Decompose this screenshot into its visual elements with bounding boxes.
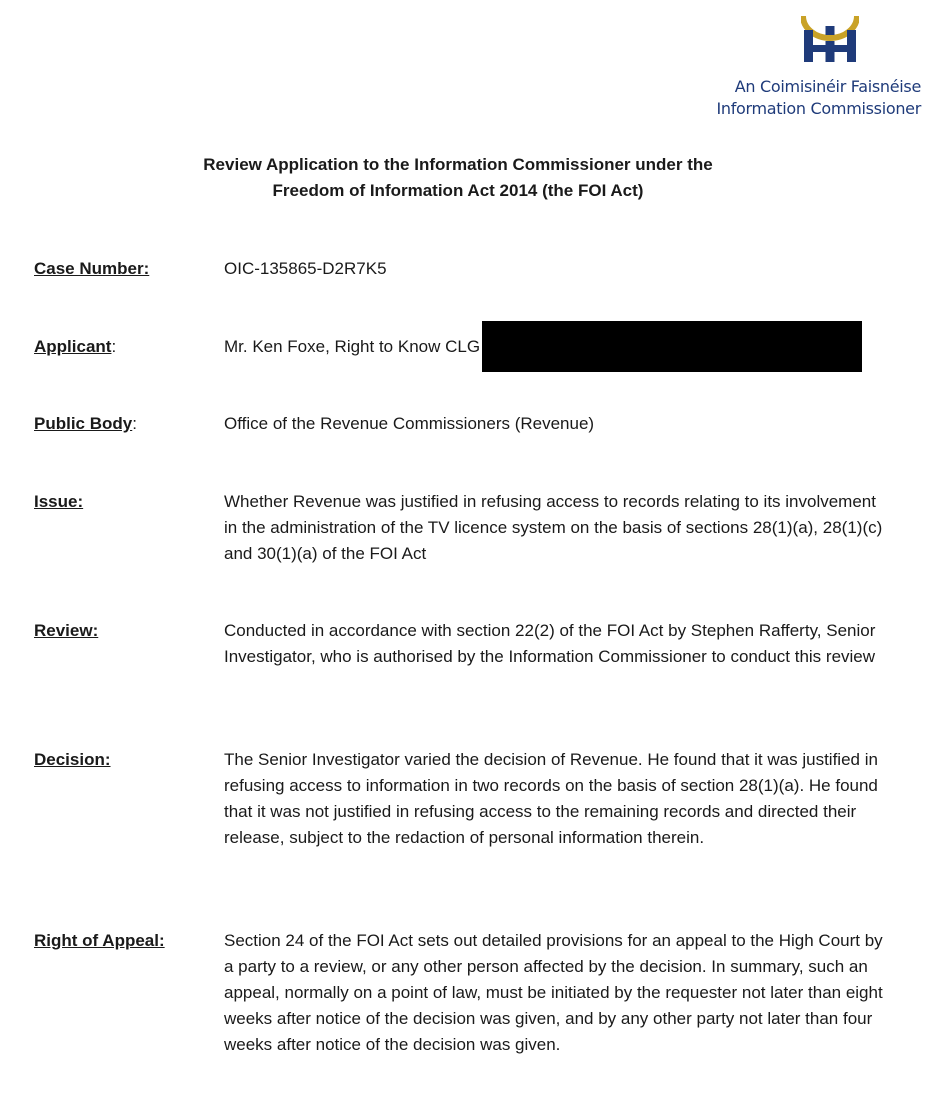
- commissioner-emblem-icon: [801, 12, 859, 64]
- commissioner-name-english: Information Commissioner: [716, 99, 921, 118]
- commissioner-name: [716, 76, 921, 120]
- review-value: Conducted in accordance with section 22(2) of the FOI Act by Stephen Rafferty, Senior Investigator, who is authorised by the Information Commissioner to conduct this review: [224, 621, 876, 666]
- public-body-label: Public Body:: [34, 414, 137, 433]
- review-label: Review:: [34, 621, 99, 640]
- public-body-value: Office of the Revenue Commissioners (Revenue): [224, 414, 595, 433]
- applicant-value: [224, 334, 884, 372]
- commissioner-logo: [716, 12, 935, 122]
- right-of-appeal-label: Right of Appeal:: [34, 931, 165, 950]
- document-title: [0, 152, 916, 204]
- issue-label: Issue:: [34, 492, 84, 511]
- decision-value: The Senior Investigator varied the decision of Revenue. He found that it was justified in refusing access to information in two records on the basis of section 28(1)(a). He found that it was not justified in refusing access to the remaining records and directed their release, subject to the redaction of personal information therein.: [224, 750, 878, 847]
- redaction-block: [482, 321, 862, 372]
- applicant-name: Mr. Ken Foxe, Right to Know CLG: [224, 337, 481, 356]
- right-of-appeal-value: Section 24 of the FOI Act sets out detailed provisions for an appeal to the High Court by a party to a review, or any other person affected by the decision. In summary, such an appeal, normally on a point of law, must be initiated by the requester not later than eight weeks after notice of the decision was given, and by any other party not later than four weeks after notice of the decision was given.: [224, 931, 883, 1054]
- document-title-line-2: Freedom of Information Act 2014 (the FOI Act): [272, 181, 644, 200]
- issue-value: Whether Revenue was justified in refusing access to records relating to its involvement in the administration of the TV licence system on the basis of sections 28(1)(a), 28(1)(c) and 30(1)(a) of the FOI Act: [224, 492, 883, 563]
- applicant-label: Applicant:: [34, 337, 117, 356]
- case-number-value: OIC-135865-D2R7K5: [224, 259, 387, 278]
- commissioner-name-irish: An Coimisinéir Faisnéise: [734, 77, 921, 96]
- decision-label: Decision:: [34, 750, 111, 769]
- case-number-label: Case Number:: [34, 259, 150, 278]
- document-title-line-1: Review Application to the Information Commissioner under the: [203, 155, 713, 174]
